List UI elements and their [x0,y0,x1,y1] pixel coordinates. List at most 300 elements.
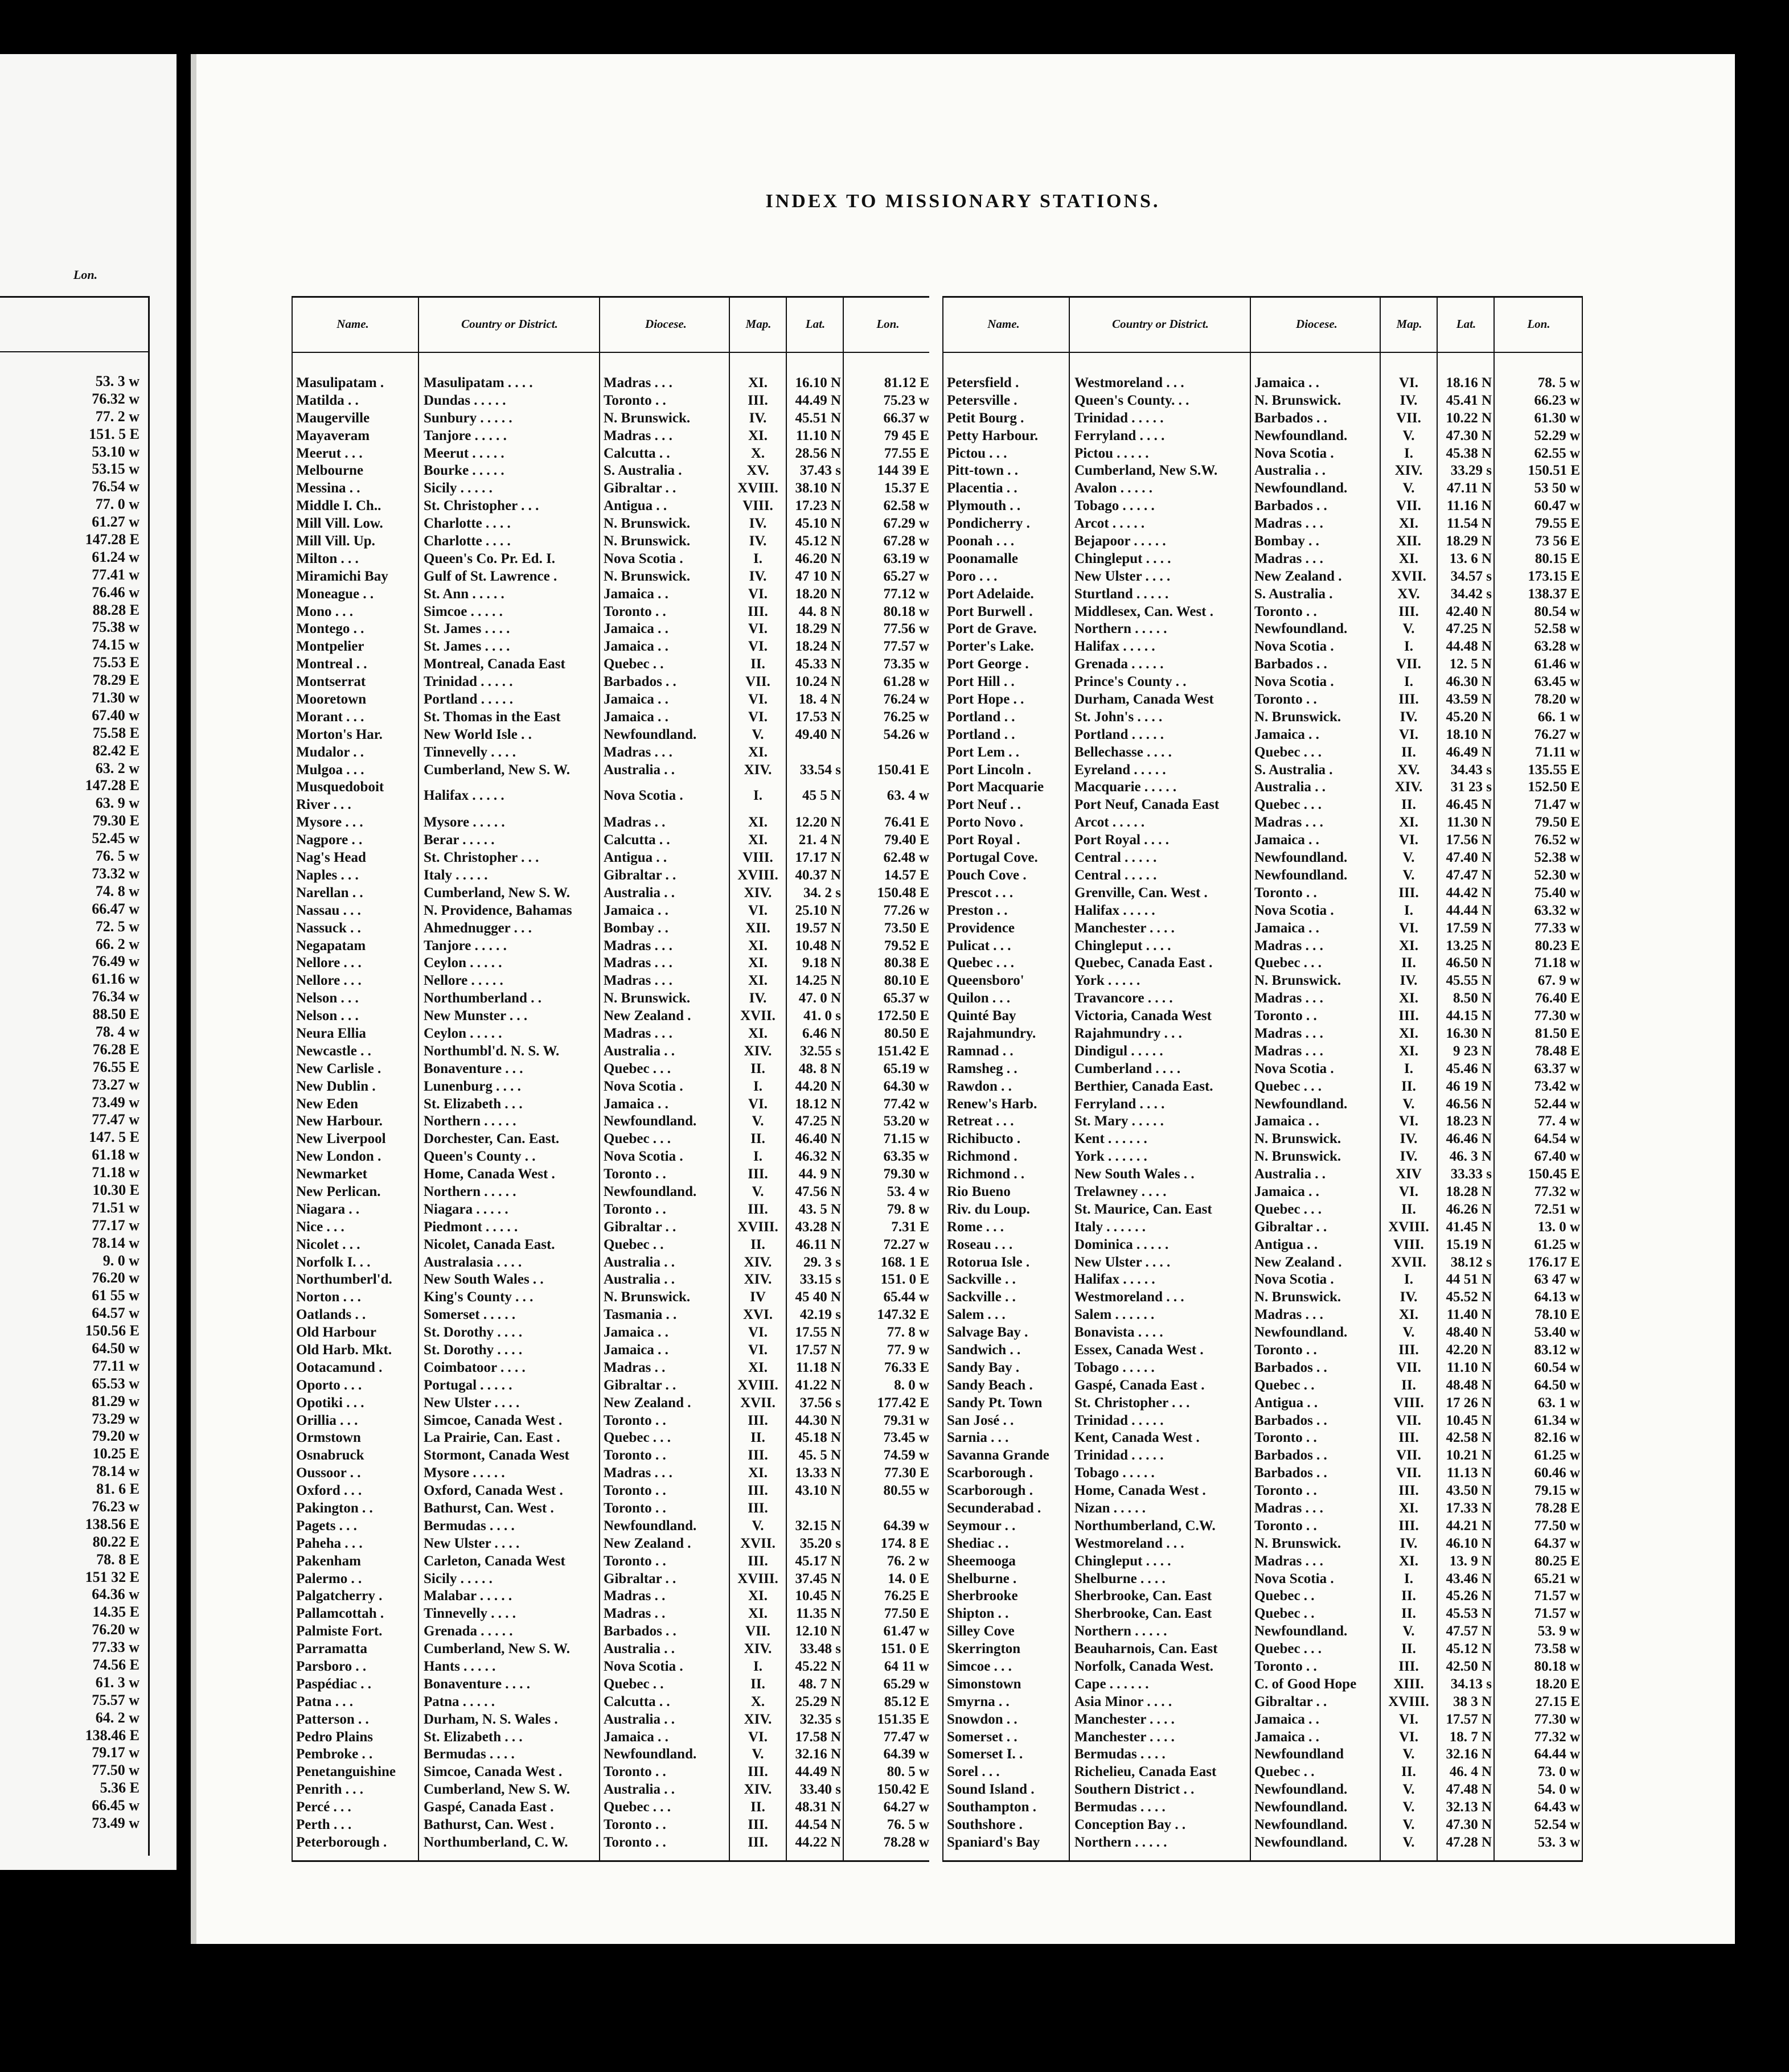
table-row [292,1043,929,1060]
lon-cell: 53.15 w [92,461,139,478]
diocese: Calcutta . . [604,445,670,461]
country-or-district: St. Elizabeth . . . [424,1729,523,1745]
diocese: Jamaica . . [1254,1729,1319,1745]
latitude: 32.16 N [1446,1746,1492,1762]
station-name: Port Royal . [947,832,1020,848]
latitude: 18.29 N [795,621,841,637]
table-row [942,814,1583,832]
station-name: Paspédiac . . [296,1676,371,1692]
rule [148,296,150,1856]
longitude: 64.43 w [1534,1799,1580,1815]
diocese: Nova Scotia . [1254,674,1334,690]
station-name: New Eden [296,1096,359,1112]
table-row [942,1465,1583,1482]
latitude: 34.42 s [1450,586,1492,602]
station-name: Pembroke . . [296,1746,373,1762]
country-or-district: Dindigul . . . . . [1074,1043,1163,1059]
table-row [942,1605,1583,1623]
map-number: V. [1402,1834,1415,1850]
longitude: 65.44 w [883,1289,929,1305]
map-number: III. [748,1201,768,1217]
latitude: 32.35 s [799,1711,841,1727]
table-row [292,480,929,498]
table-row [942,1359,1583,1377]
latitude: 46.50 N [1446,955,1492,971]
country-or-district: New Munster . . . [424,1008,528,1024]
diocese: Toronto . . [604,1817,666,1833]
country-or-district: Tobago . . . . . [1074,1359,1155,1375]
station-name: Richibucto . [947,1131,1021,1147]
station-name: Somerset I. . [947,1746,1023,1762]
lon-cell: 9. 0 w [102,1252,139,1269]
lon-cell: 77.17 w [92,1216,139,1234]
station-name: Sound Island . [947,1782,1035,1798]
longitude: 152.50 E [1528,779,1580,795]
country-or-district: Cumberland, New S. W. [424,885,570,901]
diocese: Calcutta . . [604,1693,670,1709]
table-row [292,1306,929,1324]
diocese: Newfoundland. [604,1113,697,1129]
table-row [292,1641,929,1658]
diocese: Toronto . . [1254,692,1317,708]
map-number: XI. [748,1465,768,1481]
station-name: Penetanguishine [296,1764,396,1780]
lon-cell: 77. 2 w [95,408,139,425]
longitude: 76. 2 w [887,1553,929,1569]
longitude: 67. 9 w [1537,973,1580,989]
station-name: Renew's Harb. [947,1096,1037,1112]
table-row [942,586,1583,603]
diocese: Jamaica . . [1254,1183,1319,1199]
country-or-district: Grenada . . . . . [1074,656,1164,672]
station-name: Parsboro . . [296,1659,367,1675]
country-or-district: Dundas . . . . . [424,392,506,408]
map-number: IV. [1400,1289,1418,1305]
country-or-district: Bathurst, Can. West . [424,1500,554,1516]
longitude: 64.13 w [1534,1289,1580,1305]
country-or-district: Cumberland, New S. W. [424,1641,570,1657]
country-or-district: Nicolet, Canada East. [424,1236,555,1252]
station-name: Scarborough . [947,1465,1033,1481]
longitude: 151. 0 E [880,1272,929,1288]
table-row [292,515,929,533]
station-name: Percé . . . [296,1799,351,1815]
map-number: XIV. [744,1782,772,1798]
longitude: 14.57 E [884,867,929,883]
latitude: 44. 9 N [798,1166,841,1182]
table-header [292,298,929,353]
table-row [292,726,929,744]
station-name: Northumberl'd. [296,1272,392,1288]
table-row [292,1130,929,1148]
longitude: 76.41 E [884,815,929,831]
map-number: VI. [748,902,768,918]
station-name: Mudalor . . [296,744,364,760]
country-or-district: Tobago . . . . . [1074,1465,1155,1481]
latitude: 45.18 N [795,1430,841,1446]
diocese: Nova Scotia . [1254,639,1334,655]
station-name: Parramatta [296,1641,367,1657]
latitude: 47.25 N [795,1113,841,1129]
longitude: 62.55 w [1534,445,1580,461]
table-row [942,744,1583,762]
diocese: Barbados . . [1254,656,1327,672]
longitude: 66. 1 w [1537,709,1580,725]
longitude: 80.55 w [883,1483,929,1499]
map-number: II. [750,656,765,672]
station-name: Nag's Head [296,850,366,866]
table-row [942,1148,1583,1166]
diocese: Toronto . . [604,1412,666,1428]
longitude: 66.37 w [883,410,929,426]
diocese: Jamaica . . [1254,832,1319,848]
longitude: 80.15 E [1534,550,1580,566]
latitude: 46.46 N [1446,1131,1492,1147]
country-or-district: Simcoe . . . . . [424,603,503,619]
station-name: Port Macquarie [947,779,1044,795]
lon-cell: 88.28 E [92,601,139,618]
diocese: N. Brunswick. [1254,1149,1341,1165]
longitude: 52.54 w [1534,1817,1580,1833]
country-or-district: Simcoe, Canada West . [424,1412,563,1428]
header-lat: Lat. [1456,317,1476,331]
map-number: XVIII. [737,867,778,883]
table-row [292,920,929,938]
country-or-district: Chingleput . . . . [1074,938,1171,953]
longitude: 150.41 E [877,762,929,778]
country-or-district: Tobago . . . . . [1074,498,1155,514]
longitude: 76.52 w [1534,832,1580,848]
map-number: I. [753,1078,762,1094]
longitude: 73 56 E [1534,533,1580,549]
longitude: 80.50 E [884,1025,929,1041]
longitude: 78.48 E [1534,1043,1580,1059]
country-or-district: Malabar . . . . . [424,1588,512,1604]
station-name: Richmond . . [947,1166,1025,1182]
map-number: V. [752,1183,764,1199]
table-row [942,1201,1583,1219]
longitude: 62.48 w [883,850,929,866]
country-or-district: York . . . . . [1074,973,1140,989]
map-number: II. [1401,1606,1416,1622]
map-number: VI. [1398,1729,1419,1745]
table-row [292,638,929,656]
lon-cell: 76.49 w [92,953,139,970]
station-name: Ormstown [296,1430,361,1446]
latitude: 43. 5 N [798,1201,841,1217]
station-name: Oatlands . . [296,1307,366,1323]
latitude: 41. 0 s [803,1008,841,1024]
diocese: Jamaica . . [1254,726,1319,742]
map-number: V. [1402,480,1415,496]
lon-cell: 76.55 E [92,1058,139,1075]
rule [0,351,148,352]
table-row [292,1799,929,1816]
map-number: V. [1402,867,1415,883]
lon-cell: 147.28 E [85,777,139,794]
latitude: 15.19 N [1446,1236,1492,1252]
country-or-district: Northern . . . . . [1074,1834,1167,1850]
station-name: Sherbrooke [947,1588,1018,1604]
longitude: 64.30 w [883,1078,929,1094]
table-row [942,568,1583,586]
longitude: 63.28 w [1534,639,1580,655]
country-or-district: Bonaventure . . . . [424,1676,531,1692]
diocese: Toronto . . [604,1834,666,1850]
station-name: Pitt-town . . [947,463,1018,479]
country-or-district: St. Mary . . . . . [1074,1113,1164,1129]
country-or-district: Bermudas . . . . [1074,1799,1166,1815]
country-or-district: Northumberland, C.W. [1074,1518,1216,1534]
latitude: 40.37 N [795,867,841,883]
map-number: V. [752,1113,764,1129]
latitude: 43.28 N [795,1219,841,1235]
table-row [942,515,1583,533]
country-or-district: Halifax . . . . . [1074,639,1155,655]
station-name: Rajahmundry. [947,1025,1036,1041]
diocese: Barbados . . [1254,410,1327,426]
table-row [942,885,1583,902]
country-or-district: Cumberland, New S. W. [424,1782,570,1798]
diocese: Madras . . . [1254,550,1323,566]
latitude: 48.48 N [1446,1377,1492,1393]
latitude: 45.53 N [1446,1606,1492,1622]
lon-cell: 61.16 w [92,971,139,988]
table-row [942,1658,1583,1676]
station-name: Poonamalle [947,550,1018,566]
station-name: Negapatam [296,938,366,953]
longitude: 77. 9 w [887,1342,929,1358]
diocese: Nova Scotia . [1254,445,1334,461]
lon-cell: 65.53 w [92,1375,139,1392]
longitude: 176.17 E [1528,1254,1580,1270]
diocese: Jamaica . . [604,639,668,655]
latitude: 18. 7 N [1449,1729,1492,1745]
longitude: 172.50 E [877,1008,929,1024]
country-or-district: Port Royal . . . . [1074,832,1169,848]
country-or-district: St. Thomas in the East [424,709,561,725]
country-or-district: Halifax . . . . . [1074,1272,1155,1288]
map-number: III. [748,1448,768,1463]
table-row [292,938,929,955]
diocese: Gibraltar . . [1254,1219,1327,1235]
index-table-right [942,296,1583,1862]
map-number: VI. [1398,726,1419,742]
lon-cell: 61.18 w [92,1146,139,1164]
longitude: 76.40 E [1534,990,1580,1006]
table-row [292,744,929,762]
country-or-district: St. James . . . . [424,639,510,655]
longitude: 67.28 w [883,533,929,549]
diocese: Madras . . [604,1588,666,1604]
station-name: Porter's Lake. [947,639,1034,655]
map-number: VII. [1396,1412,1421,1428]
country-or-district: Sicily . . . . . [424,1571,493,1586]
header-diocese: Diocese. [645,317,687,331]
table-row [292,1447,929,1465]
map-number: II. [750,1060,765,1076]
table-row [942,1429,1583,1447]
map-number: I. [1404,902,1413,918]
longitude: 74.59 w [883,1448,929,1463]
country-or-district: Trinidad . . . . . [1074,410,1164,426]
map-number: XIV. [1394,779,1423,795]
station-name: Narellan . . [296,885,363,901]
lon-cell: 82.42 E [92,742,139,759]
map-number: XI. [1398,1553,1419,1569]
table-row [942,620,1583,638]
map-number: V. [1402,427,1415,443]
table-row [942,1324,1583,1342]
latitude: 47.47 N [1446,867,1492,883]
station-name: Scarborough . [947,1483,1033,1499]
country-or-district: Bonaventure . . . [424,1060,523,1076]
latitude: 10.21 N [1446,1448,1492,1463]
table-row [292,1676,929,1693]
diocese: Jamaica . . [1254,920,1319,936]
map-number: II. [1401,955,1416,971]
map-number: II. [1401,1588,1416,1604]
latitude: 18.28 N [1446,1183,1492,1199]
country-or-district: Trelawney . . . . [1074,1183,1167,1199]
longitude: 13. 0 w [1537,1219,1580,1235]
diocese: S. Australia . [1254,762,1333,778]
lon-cell: 66.45 w [92,1797,139,1814]
diocese: Newfoundland. [1254,1096,1348,1112]
table-row [292,392,929,410]
diocese: S. Australia . [1254,586,1333,602]
diocese: Quebec . . . [604,1131,671,1147]
map-number: XIV. [744,1641,772,1657]
header-country: Country or District. [1112,317,1209,331]
latitude: 48.40 N [1446,1325,1492,1341]
map-number: XI. [1398,1043,1419,1059]
longitude: 15.37 E [884,480,929,496]
latitude: 45.52 N [1446,1289,1492,1305]
map-number: IV. [1400,1535,1418,1551]
station-name: Nelson . . . [296,1008,359,1024]
longitude: 85.12 E [884,1693,929,1709]
latitude: 9 23 N [1452,1043,1492,1059]
country-or-district: Chingleput . . . . [1074,550,1171,566]
latitude: 13. 9 N [1449,1553,1492,1569]
country-or-district: Italy . . . . . [424,867,488,883]
longitude: 77.12 w [883,586,929,602]
longitude: 27.15 E [1534,1693,1580,1709]
country-or-district: Northern . . . . . [1074,621,1167,637]
lon-cell: 74.15 w [92,636,139,653]
latitude: 21. 4 N [798,832,841,848]
country-or-district: Salem . . . . . . [1074,1307,1155,1323]
map-number: XI. [1398,1025,1419,1041]
longitude: 80.38 E [884,955,929,971]
diocese: Nova Scotia . [1254,1272,1334,1288]
longitude: 72.51 w [1534,1201,1580,1217]
latitude: 45 40 N [795,1289,841,1305]
country-or-district: St. Christopher . . . [424,850,539,866]
latitude: 37.45 N [795,1571,841,1586]
longitude: 73.50 E [884,920,929,936]
latitude: 29. 3 s [803,1254,841,1270]
lon-cell: 79.20 w [92,1428,139,1445]
table-row [292,1236,929,1254]
country-or-district: Trinidad . . . . . [1074,1448,1164,1463]
diocese: Toronto . . [1254,1659,1317,1675]
longitude: 79. 8 w [887,1201,929,1217]
station-name: Osnabruck [296,1448,364,1463]
table-row [292,1500,929,1518]
country-or-district: Sicily . . . . . [424,480,493,496]
country-or-district: Sherbrooke, Can. East [1074,1606,1212,1622]
station-name: Pondicherry . [947,516,1030,532]
latitude: 45.22 N [795,1659,841,1675]
table-row [292,955,929,972]
latitude: 11.40 N [1446,1307,1492,1323]
country-or-district: Carleton, Canada West [424,1553,565,1569]
station-name: Port Hill . . [947,674,1015,690]
table-row [942,1043,1583,1060]
country-or-district: Charlotte . . . . [424,533,511,549]
longitude: 63.32 w [1534,902,1580,918]
longitude: 63 47 w [1534,1272,1580,1288]
longitude: 77.32 w [1534,1729,1580,1745]
lon-cell: 76.32 w [92,390,139,407]
longitude: 77.32 w [1534,1183,1580,1199]
station-name: New Dublin . [296,1078,376,1094]
latitude: 33.15 s [799,1272,841,1288]
lon-cell: 73.27 w [92,1076,139,1093]
map-number: III. [1398,1659,1419,1675]
lon-cell: 74. 8 w [95,882,139,899]
map-number: XI. [748,427,768,443]
lon-cell: 76.34 w [92,988,139,1005]
latitude: 13. 6 N [1449,550,1492,566]
diocese: Barbados . . [1254,1359,1327,1375]
latitude: 46 19 N [1446,1078,1492,1094]
country-or-district: Manchester . . . . [1074,1729,1175,1745]
longitude: 53.40 w [1534,1325,1580,1341]
longitude: 61.30 w [1534,410,1580,426]
lon-cell: 78. 4 w [95,1023,139,1040]
map-number: III. [1398,1008,1419,1024]
longitude: 53.20 w [883,1113,929,1129]
lon-cell: 76.28 E [92,1041,139,1058]
latitude: 16.30 N [1446,1025,1492,1041]
station-name: Pakington . . [296,1500,373,1516]
latitude: 34.13 s [1450,1676,1492,1692]
map-number: II. [750,1799,765,1815]
table-row [942,796,1583,814]
longitude: 77.56 w [883,621,929,637]
map-number: XI. [1398,550,1419,566]
map-number: I. [1404,1060,1413,1076]
diocese: Toronto . . [1254,1342,1317,1358]
longitude: 79.30 w [883,1166,929,1182]
latitude: 34. 2 s [803,885,841,901]
latitude: 44.48 N [1446,639,1492,655]
country-or-district: Bejapoor . . . . . [1074,533,1166,549]
table-row [292,1623,929,1641]
station-name: Nice . . . [296,1219,344,1235]
latitude: 32.13 N [1446,1799,1492,1815]
diocese: N. Brunswick. [604,533,691,549]
longitude: 77.50 E [884,1606,929,1622]
table-row [942,1518,1583,1535]
map-number: I. [1404,674,1413,690]
table-row [942,1183,1583,1201]
station-name: Miramichi Bay [296,568,388,584]
longitude: 76.25 w [883,709,929,725]
